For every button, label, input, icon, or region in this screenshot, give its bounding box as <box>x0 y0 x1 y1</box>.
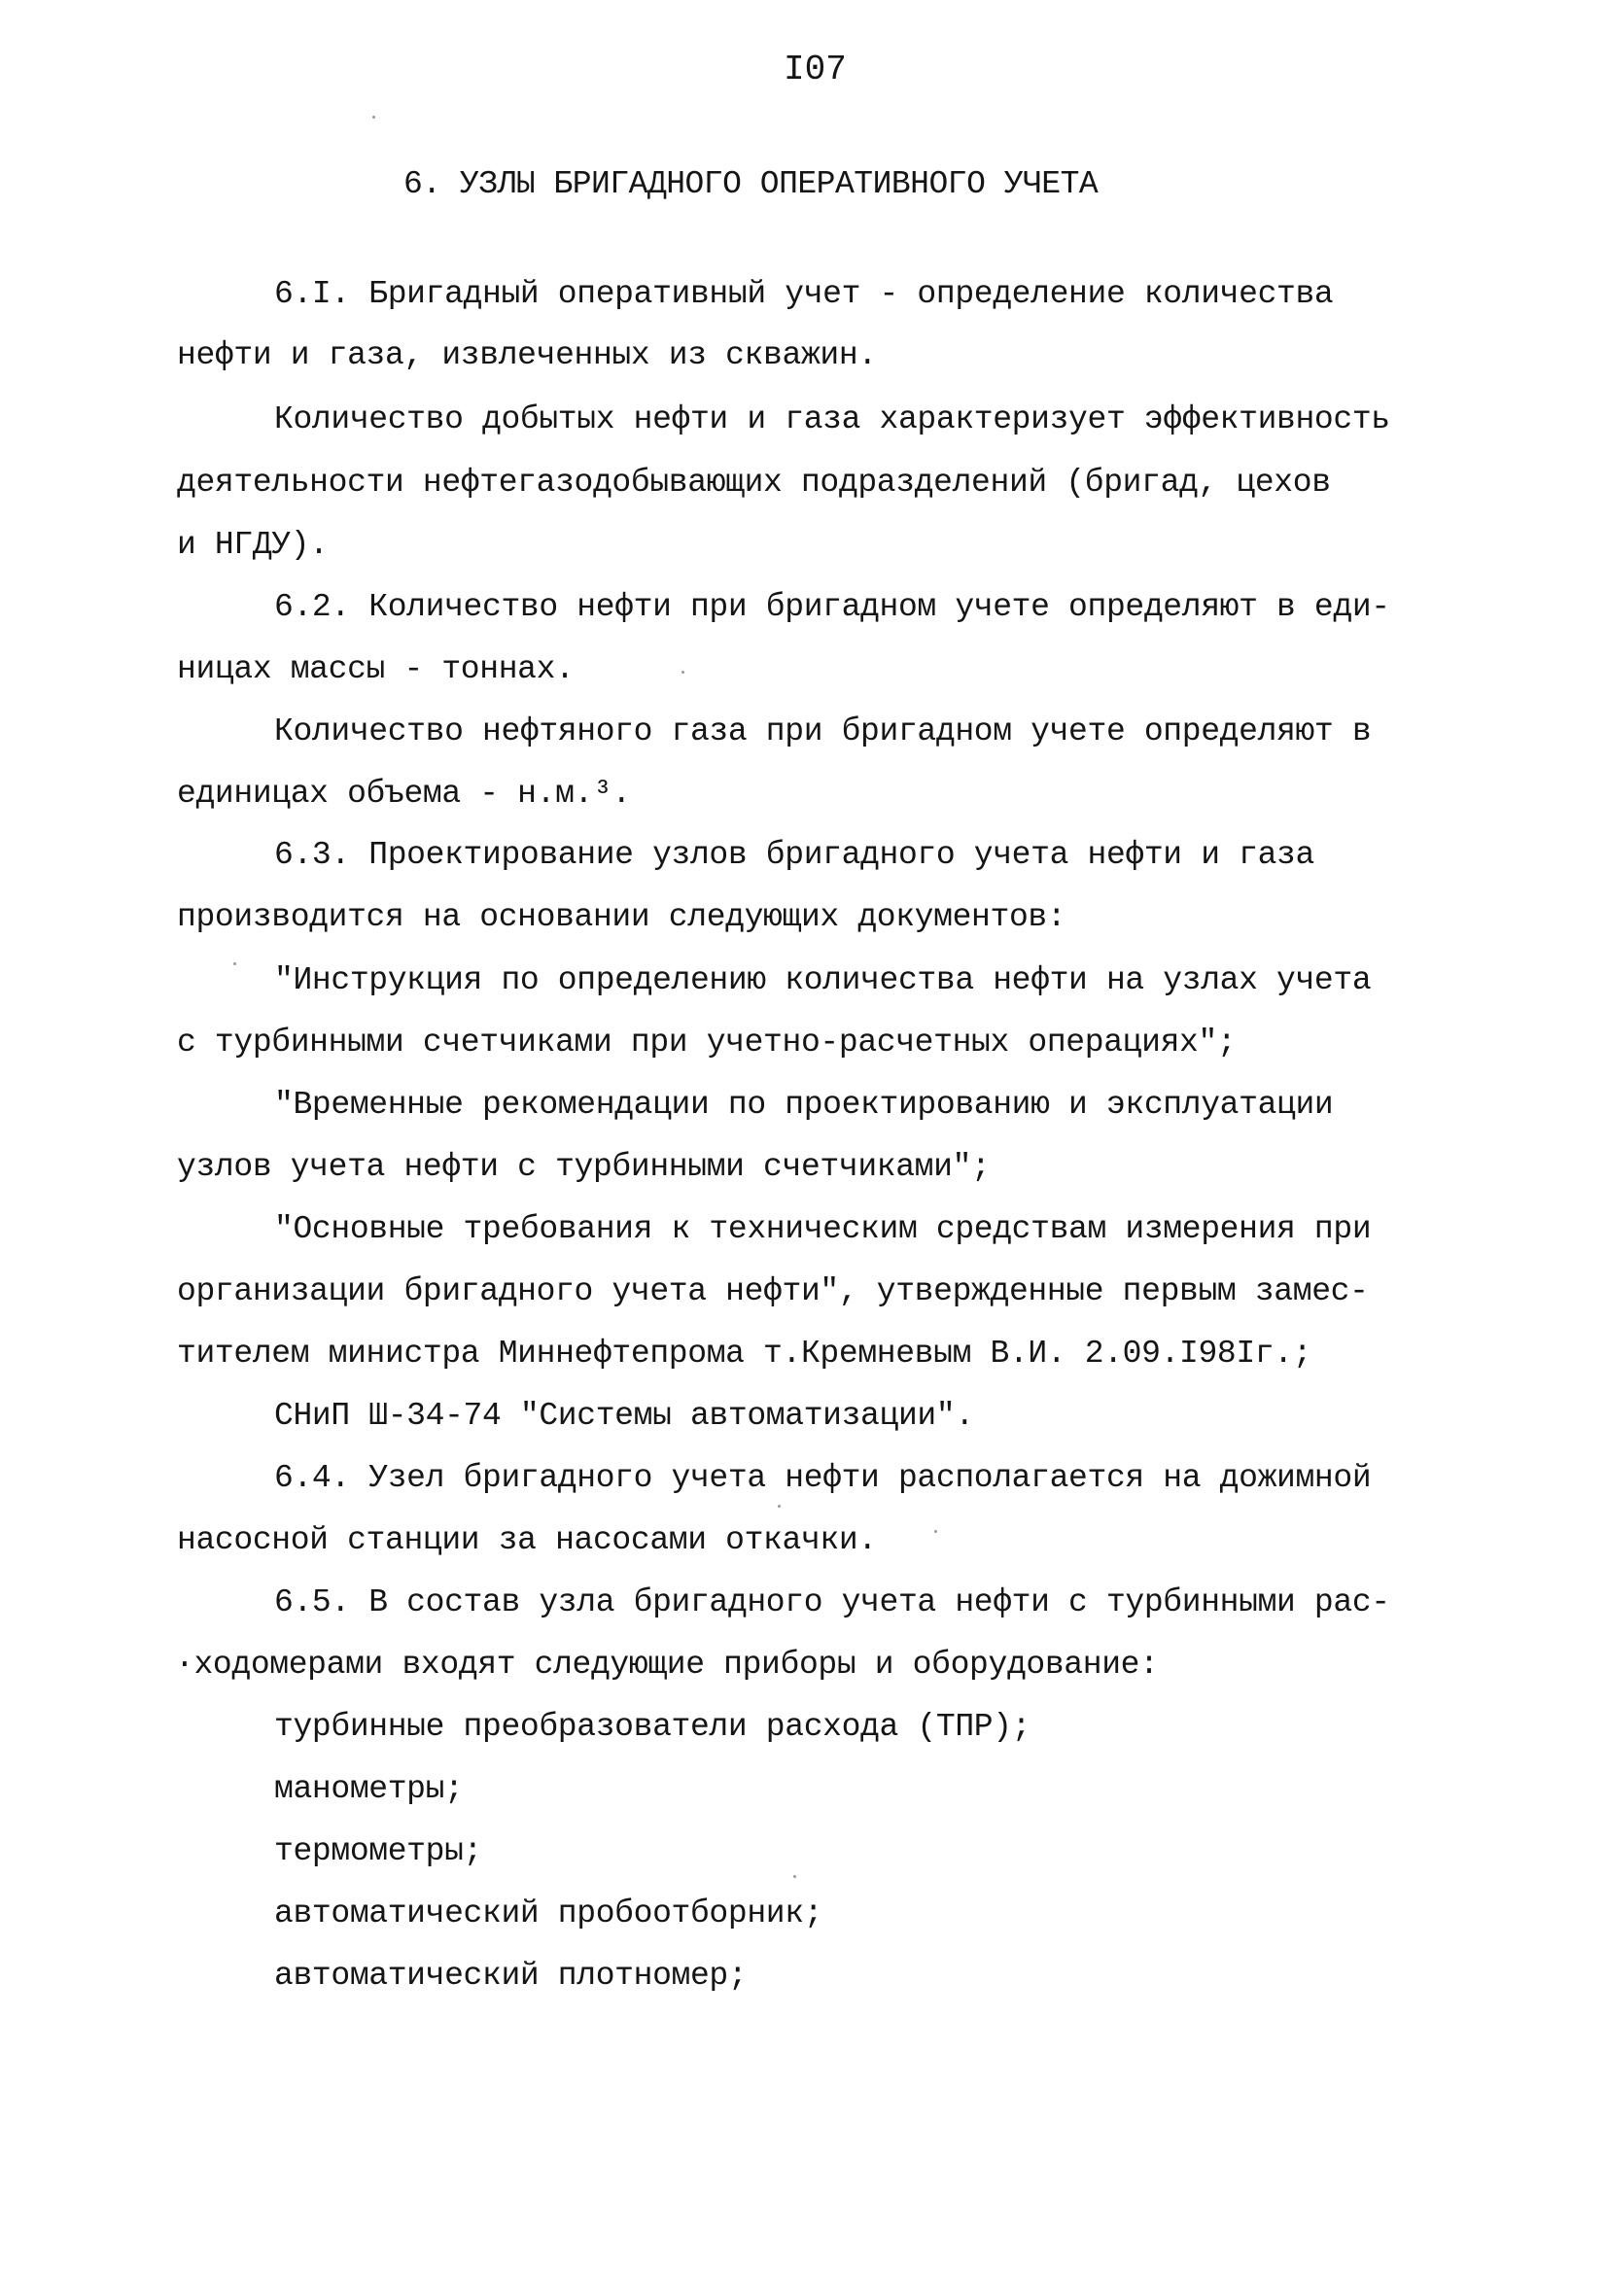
text-line: 6.4. Узел бригадного учета нефти располагается на дожимной <box>274 1460 1372 1496</box>
text-line: единицах объема - н.м.³. <box>177 776 631 812</box>
text-line: 6.3. Проектирование узлов бригадного учета нефти и газа <box>274 837 1314 873</box>
text-line: Количество добытых нефти и газа характеризует эффективность <box>274 401 1390 437</box>
text-line: автоматический плотномер; <box>274 1958 748 1994</box>
text-line: термометры; <box>274 1833 482 1869</box>
text-line: с турбинными счетчиками при учетно-расчетных операциях"; <box>177 1025 1237 1061</box>
text-line: 6.2. Количество нефти при бригадном учете определяют в еди- <box>274 589 1390 625</box>
scan-speck <box>233 962 236 965</box>
text-line: турбинные преобразователи расхода (ТПР); <box>274 1709 1031 1745</box>
text-line: организации бригадного учета нефти", утвержденные первым замес- <box>177 1273 1369 1309</box>
scan-speck <box>681 671 684 674</box>
section-heading: 6. УЗЛЫ БРИГАДНОГО ОПЕРАТИВНОГО УЧЕТА <box>403 166 1099 202</box>
text-line: "Основные требования к техническим средствам измерения при <box>274 1211 1372 1247</box>
scan-speck <box>778 1505 781 1508</box>
scan-speck <box>372 116 375 119</box>
text-line: тителем министра Миннефтепрома т.Кремневым В.И. 2.09.I98Iг.; <box>177 1336 1312 1372</box>
text-line: ницах массы - тоннах. <box>177 651 575 687</box>
text-line: производится на основании следующих документов: <box>177 899 1066 935</box>
text-line: нефти и газа, извлеченных из скважин. <box>177 337 877 373</box>
text-line: 6.5. В состав узла бригадного учета нефти с турбинными рас- <box>274 1584 1390 1620</box>
text-line: 6.I. Бригадный оперативный учет - определение количества <box>274 276 1334 312</box>
text-line: и НГДУ). <box>177 527 329 563</box>
text-line: СНиП Ш-34-74 "Системы автоматизации". <box>274 1398 974 1434</box>
text-line: "Временные рекомендации по проектированию и эксплуатации <box>274 1087 1334 1123</box>
text-line: деятельности нефтегазодобывающих подразделений (бригад, цехов <box>177 465 1331 501</box>
scan-speck <box>934 1530 937 1533</box>
text-line: автоматический пробоотборник; <box>274 1896 823 1931</box>
page-number: I07 <box>784 50 847 89</box>
text-line: насосной станции за насосами откачки. <box>177 1522 877 1558</box>
text-line: Количество нефтяного газа при бригадном учете определяют в <box>274 713 1372 749</box>
text-line: ·ходомерами входят следующие приборы и оборудование: <box>175 1647 1159 1683</box>
text-line: манометры; <box>274 1771 464 1807</box>
text-line: узлов учета нефти с турбинными счетчиками"; <box>177 1149 991 1185</box>
scan-speck <box>793 1875 796 1878</box>
text-line: "Инструкция по определению количества нефти на узлах учета <box>274 962 1372 998</box>
